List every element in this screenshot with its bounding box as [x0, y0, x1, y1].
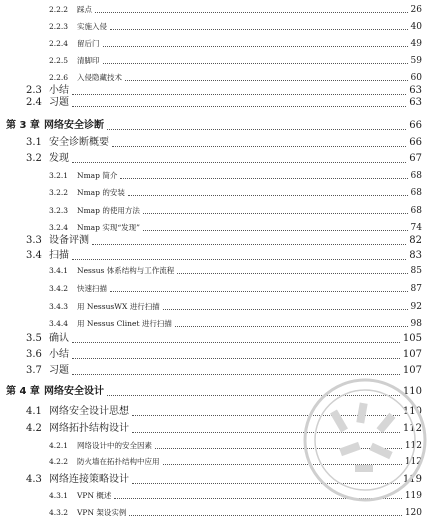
toc-entry-page: 63	[409, 85, 422, 96]
toc-leader-dots	[72, 358, 400, 359]
toc-entry-number: 第 3 章	[6, 120, 40, 131]
toc-entry-page: 98	[410, 319, 422, 329]
toc-entry[interactable]	[0, 121, 427, 135]
toc-entry[interactable]	[0, 236, 427, 249]
toc-entry-title: 习题	[49, 97, 69, 108]
toc-entry-number: 3.4.3	[49, 302, 69, 311]
toc-entry[interactable]	[0, 138, 427, 151]
toc-entry-page: 60	[410, 73, 422, 83]
toc-entry-page: 67	[409, 153, 422, 164]
toc-entry[interactable]	[0, 23, 427, 34]
toc-entry-page: 66	[409, 137, 422, 148]
toc-entry-title: 确认	[49, 333, 69, 344]
toc-entry-page: 110	[402, 406, 422, 417]
toc-leader-dots	[72, 106, 406, 107]
toc-entry[interactable]	[0, 207, 427, 218]
toc-entry[interactable]	[0, 57, 427, 68]
toc-entry-title: 防火墙在拓扑结构中应用	[77, 457, 160, 466]
toc-entry-page: 105	[402, 333, 422, 344]
toc-entry-page: 68	[410, 171, 422, 181]
toc-entry-number: 4.2	[26, 423, 42, 434]
toc-entry[interactable]	[0, 40, 427, 51]
toc-entry-number: 4.1	[26, 406, 42, 417]
toc-entry-page: 40	[410, 22, 422, 32]
toc-leader-dots	[177, 273, 408, 274]
toc-entry-page: 107	[402, 365, 422, 376]
toc-entry-page: 66	[409, 120, 422, 131]
toc-entry-title: 发现	[49, 153, 69, 164]
toc-entry-page: 112	[404, 441, 422, 451]
toc-entry-number: 2.2.2	[49, 5, 69, 14]
toc-entry[interactable]	[0, 509, 427, 520]
toc-entry-title: 安全诊断概要	[49, 137, 109, 148]
toc-entry[interactable]	[0, 189, 427, 200]
toc-leader-dots	[128, 195, 408, 196]
toc-entry-title: 设备评测	[49, 235, 89, 246]
toc-entry-title: Nmap 的使用方法	[77, 206, 140, 215]
toc-entry[interactable]	[0, 267, 427, 278]
toc-entry-title: 小结	[49, 85, 69, 96]
toc-entry-number: 4.2.1	[49, 441, 69, 450]
toc-entry-page: 119	[402, 474, 422, 485]
toc-entry-number: 2.2.3	[49, 22, 69, 31]
toc-entry-number: 2.4	[26, 97, 42, 108]
toc-leader-dots	[129, 515, 402, 516]
toc-entry-number: 3.2.1	[49, 171, 69, 180]
toc-entry-title: VPN 架设实例	[77, 508, 127, 517]
toc-entry-page: 120	[404, 508, 422, 518]
toc-entry-number: 3.7	[26, 365, 42, 376]
toc-entry[interactable]	[0, 320, 427, 331]
toc-entry-number: 2.2.6	[49, 73, 69, 82]
toc-entry-number: 3.2	[26, 153, 42, 164]
toc-entry-number: 3.4.1	[49, 266, 69, 275]
toc-leader-dots	[143, 213, 408, 214]
toc-entry-title: 网络安全诊断	[44, 120, 104, 131]
toc-entry-number: 4.3.1	[49, 491, 69, 500]
toc-entry-number: 3.3	[26, 235, 42, 246]
toc-leader-dots	[175, 326, 408, 327]
toc-entry-number: 4.3.2	[49, 508, 69, 517]
toc-entry-page: 68	[410, 188, 422, 198]
toc-entry-title: 网络安全设计	[44, 386, 104, 397]
toc-entry-title: Nmap 简介	[77, 171, 118, 180]
toc-entry-title: 用 NessusWX 进行扫描	[77, 302, 160, 311]
toc-entry-page: 26	[410, 5, 422, 15]
toc-leader-dots	[92, 244, 406, 245]
toc-entry-title: 清脚印	[77, 56, 100, 65]
toc-entry-page: 85	[410, 266, 422, 276]
toc-entry[interactable]	[0, 285, 427, 296]
toc-entry-page: 92	[410, 302, 422, 312]
toc-entry-title: 小结	[49, 349, 69, 360]
toc-entry-title: 踩点	[77, 5, 92, 14]
toc-entry-title: 留后门	[77, 39, 100, 48]
toc-entry-title: Nessus 体系结构与工作流程	[77, 266, 175, 275]
toc-entry[interactable]	[0, 74, 427, 85]
toc-entry-number: 3.2.4	[49, 223, 69, 232]
toc-entry-number: 第 4 章	[6, 386, 40, 397]
toc-entry-number: 2.2.5	[49, 56, 69, 65]
toc-entry-title: 习题	[49, 365, 69, 376]
toc-entry-title: 网络连接策略设计	[49, 474, 129, 485]
toc-entry-title: VPN 概述	[77, 491, 112, 500]
toc-entry[interactable]	[0, 154, 427, 167]
toc-entry-number: 2.2.4	[49, 39, 69, 48]
toc-entry-page: 110	[402, 386, 422, 397]
library-seal-watermark	[300, 375, 427, 505]
toc-entry-page: 87	[410, 284, 422, 294]
toc-entry-title: Nmap 实现“发现”	[77, 223, 140, 232]
toc-entry[interactable]	[0, 6, 427, 17]
toc-entry-title: 网络安全设计思想	[49, 406, 129, 417]
toc-entry-number: 3.6	[26, 349, 42, 360]
toc-entry-title: 用 Nessus Clinet 进行扫描	[77, 319, 172, 328]
toc-leader-dots	[163, 309, 408, 310]
toc-entry[interactable]	[0, 303, 427, 314]
toc-leader-dots	[143, 230, 408, 231]
toc-entry-title: 扫描	[49, 250, 69, 261]
toc-entry[interactable]	[0, 224, 427, 235]
toc-entry-page: 112	[402, 423, 422, 434]
toc-entry-title: 快速扫描	[77, 284, 107, 293]
toc-entry[interactable]	[0, 172, 427, 183]
toc-entry[interactable]	[0, 98, 427, 111]
toc-entry-page: 112	[404, 457, 422, 467]
toc-entry-page: 63	[409, 97, 422, 108]
toc-leader-dots	[72, 259, 406, 260]
toc-entry-title: 网络设计中的安全因素	[77, 441, 152, 450]
toc-entry-title: 入侵隐藏技术	[77, 73, 122, 82]
toc-entry-number: 4.3	[26, 474, 42, 485]
toc-leader-dots	[110, 291, 408, 292]
toc-leader-dots	[120, 178, 408, 179]
toc-entry-page: 107	[402, 349, 422, 360]
toc-leader-dots	[107, 129, 406, 130]
toc-leader-dots	[72, 94, 406, 95]
toc-leader-dots	[72, 342, 400, 343]
toc-entry-number: 3.4.2	[49, 284, 69, 293]
toc-entry[interactable]	[0, 350, 427, 363]
toc-leader-dots	[103, 63, 408, 64]
toc-entry[interactable]	[0, 251, 427, 264]
toc-leader-dots	[72, 162, 406, 163]
toc-leader-dots	[95, 12, 408, 13]
toc-entry-number: 3.4.4	[49, 319, 69, 328]
toc-entry-page: 49	[410, 39, 422, 49]
toc-entry-number: 3.5	[26, 333, 42, 344]
toc-entry-number: 3.4	[26, 250, 42, 261]
toc-entry-number: 2.3	[26, 85, 42, 96]
toc-leader-dots	[112, 146, 406, 147]
toc-entry-page: 59	[410, 56, 422, 66]
toc-entry-page: 83	[409, 250, 422, 261]
toc-entry-page: 68	[410, 206, 422, 216]
toc-leader-dots	[125, 80, 408, 81]
toc-entry-number: 3.1	[26, 137, 42, 148]
toc-entry-title: 网络拓扑结构设计	[49, 423, 129, 434]
toc-entry-number: 3.2.2	[49, 188, 69, 197]
toc-entry-page: 74	[410, 223, 422, 233]
toc-entry-page: 82	[409, 235, 422, 246]
toc-entry[interactable]	[0, 334, 427, 347]
toc-entry-number: 3.2.3	[49, 206, 69, 215]
toc-entry-page: 119	[404, 491, 422, 501]
toc-entry-title: 实施入侵	[77, 22, 107, 31]
toc-entry-number: 4.2.2	[49, 457, 69, 466]
toc-entry-title: Nmap 的安装	[77, 188, 125, 197]
toc-leader-dots	[103, 46, 408, 47]
toc-leader-dots	[110, 29, 408, 30]
